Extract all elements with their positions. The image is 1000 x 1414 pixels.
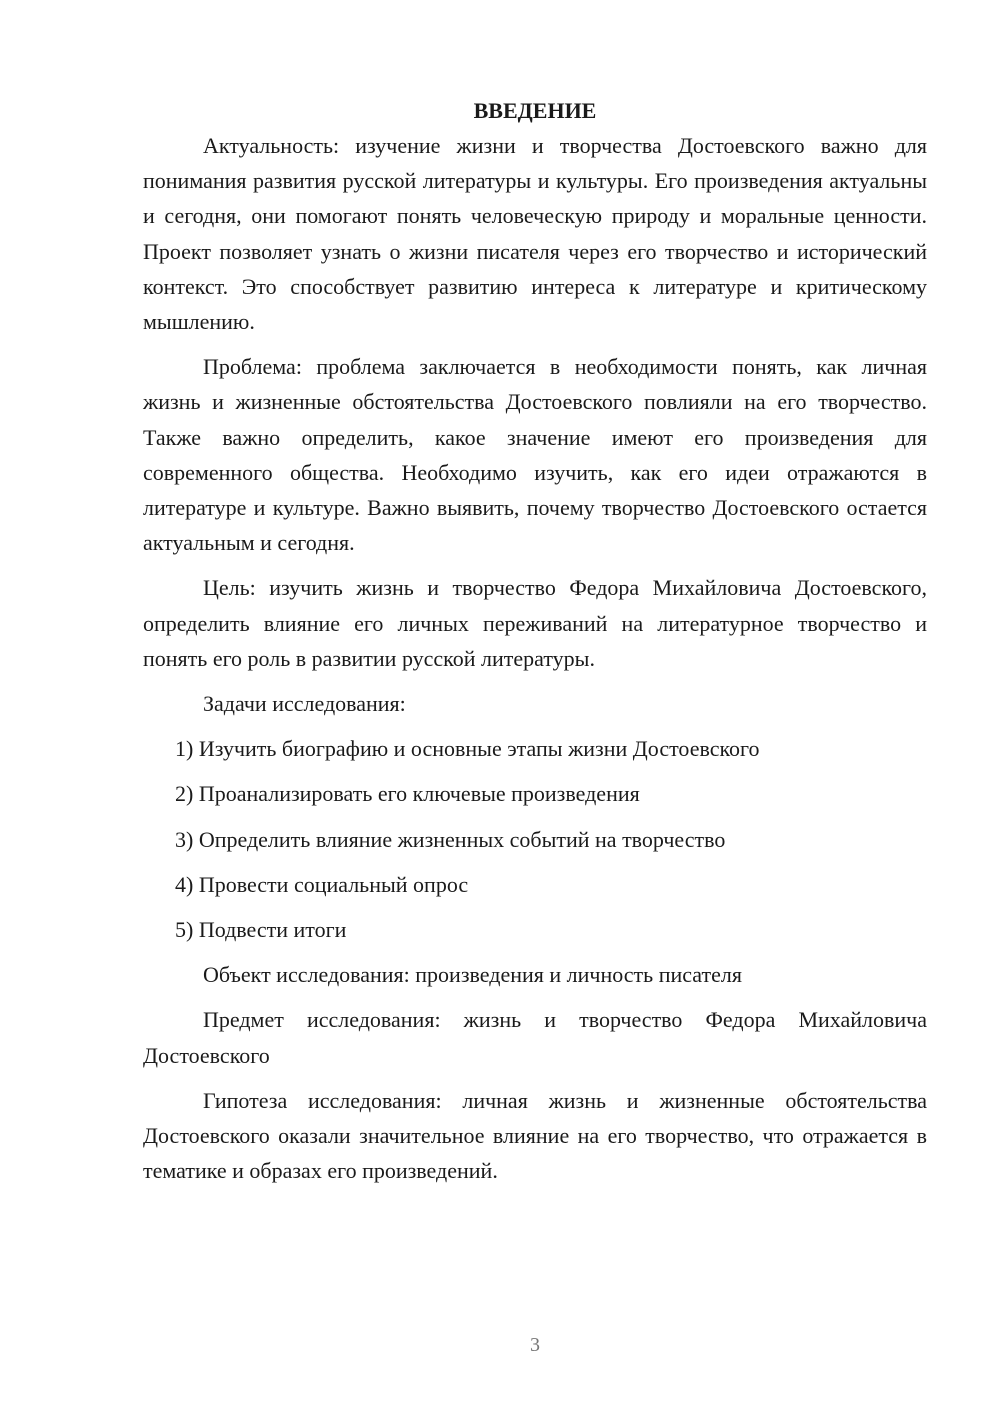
section-heading: ВВЕДЕНИЕ [473,98,597,123]
task-item: 1) Изучить биографию и основные этапы жизни Достоевского [175,736,760,762]
subject-paragraph: Предмет исследования: жизнь и творчество Федора Михайловича Достоевского [143,1007,927,1068]
object-paragraph: Объект исследования: произведения и личность писателя [203,962,742,988]
problem-paragraph: Проблема: проблема заключается в необходимости понять, как личная жизнь и жизненные обстоятельства Достоевского повлияли на его творчество. Также важно определить, какое значение имеют его произведения для современного общества. Необходимо изучить, как его идеи отражаются в литературе и культуре. Важно выявить, почему творчество Достоевского остается актуальным и сегодня. [143,354,927,556]
task-item: 4) Провести социальный опрос [175,871,469,897]
document-page [143,93,927,1198]
tasks-heading: Задачи исследования: [203,691,406,717]
task-item: 2) Проанализировать его ключевые произведения [175,781,640,807]
hypothesis-paragraph: Гипотеза исследования: личная жизнь и жизненные обстоятельства Достоевского оказали значительное влияние на его творчество, что отражается в тематике и образах его произведений. [143,1087,927,1184]
goal-paragraph: Цель: изучить жизнь и творчество Федора Михайловича Достоевского, определить влияние его личных переживаний на литературное творчество и понять его роль в развитии русской литературы. [143,575,927,671]
page-number: 3 [530,1334,540,1356]
relevance-paragraph: Актуальность: изучение жизни и творчества Достоевского важно для понимания развития русской литературы и культуры. Его произведения актуальны и сегодня, они помогают понять человеческую природу и моральные ценности. Проект позволяет узнать о жизни писателя через его творчество и исторический контекст. Это способствует развитию интереса к литературе и критическому мышлению. [143,133,927,335]
task-item: 3) Определить влияние жизненных событий на творчество [175,826,726,852]
task-item: 5) Подвести итоги [175,917,347,943]
tasks-list [143,731,927,947]
